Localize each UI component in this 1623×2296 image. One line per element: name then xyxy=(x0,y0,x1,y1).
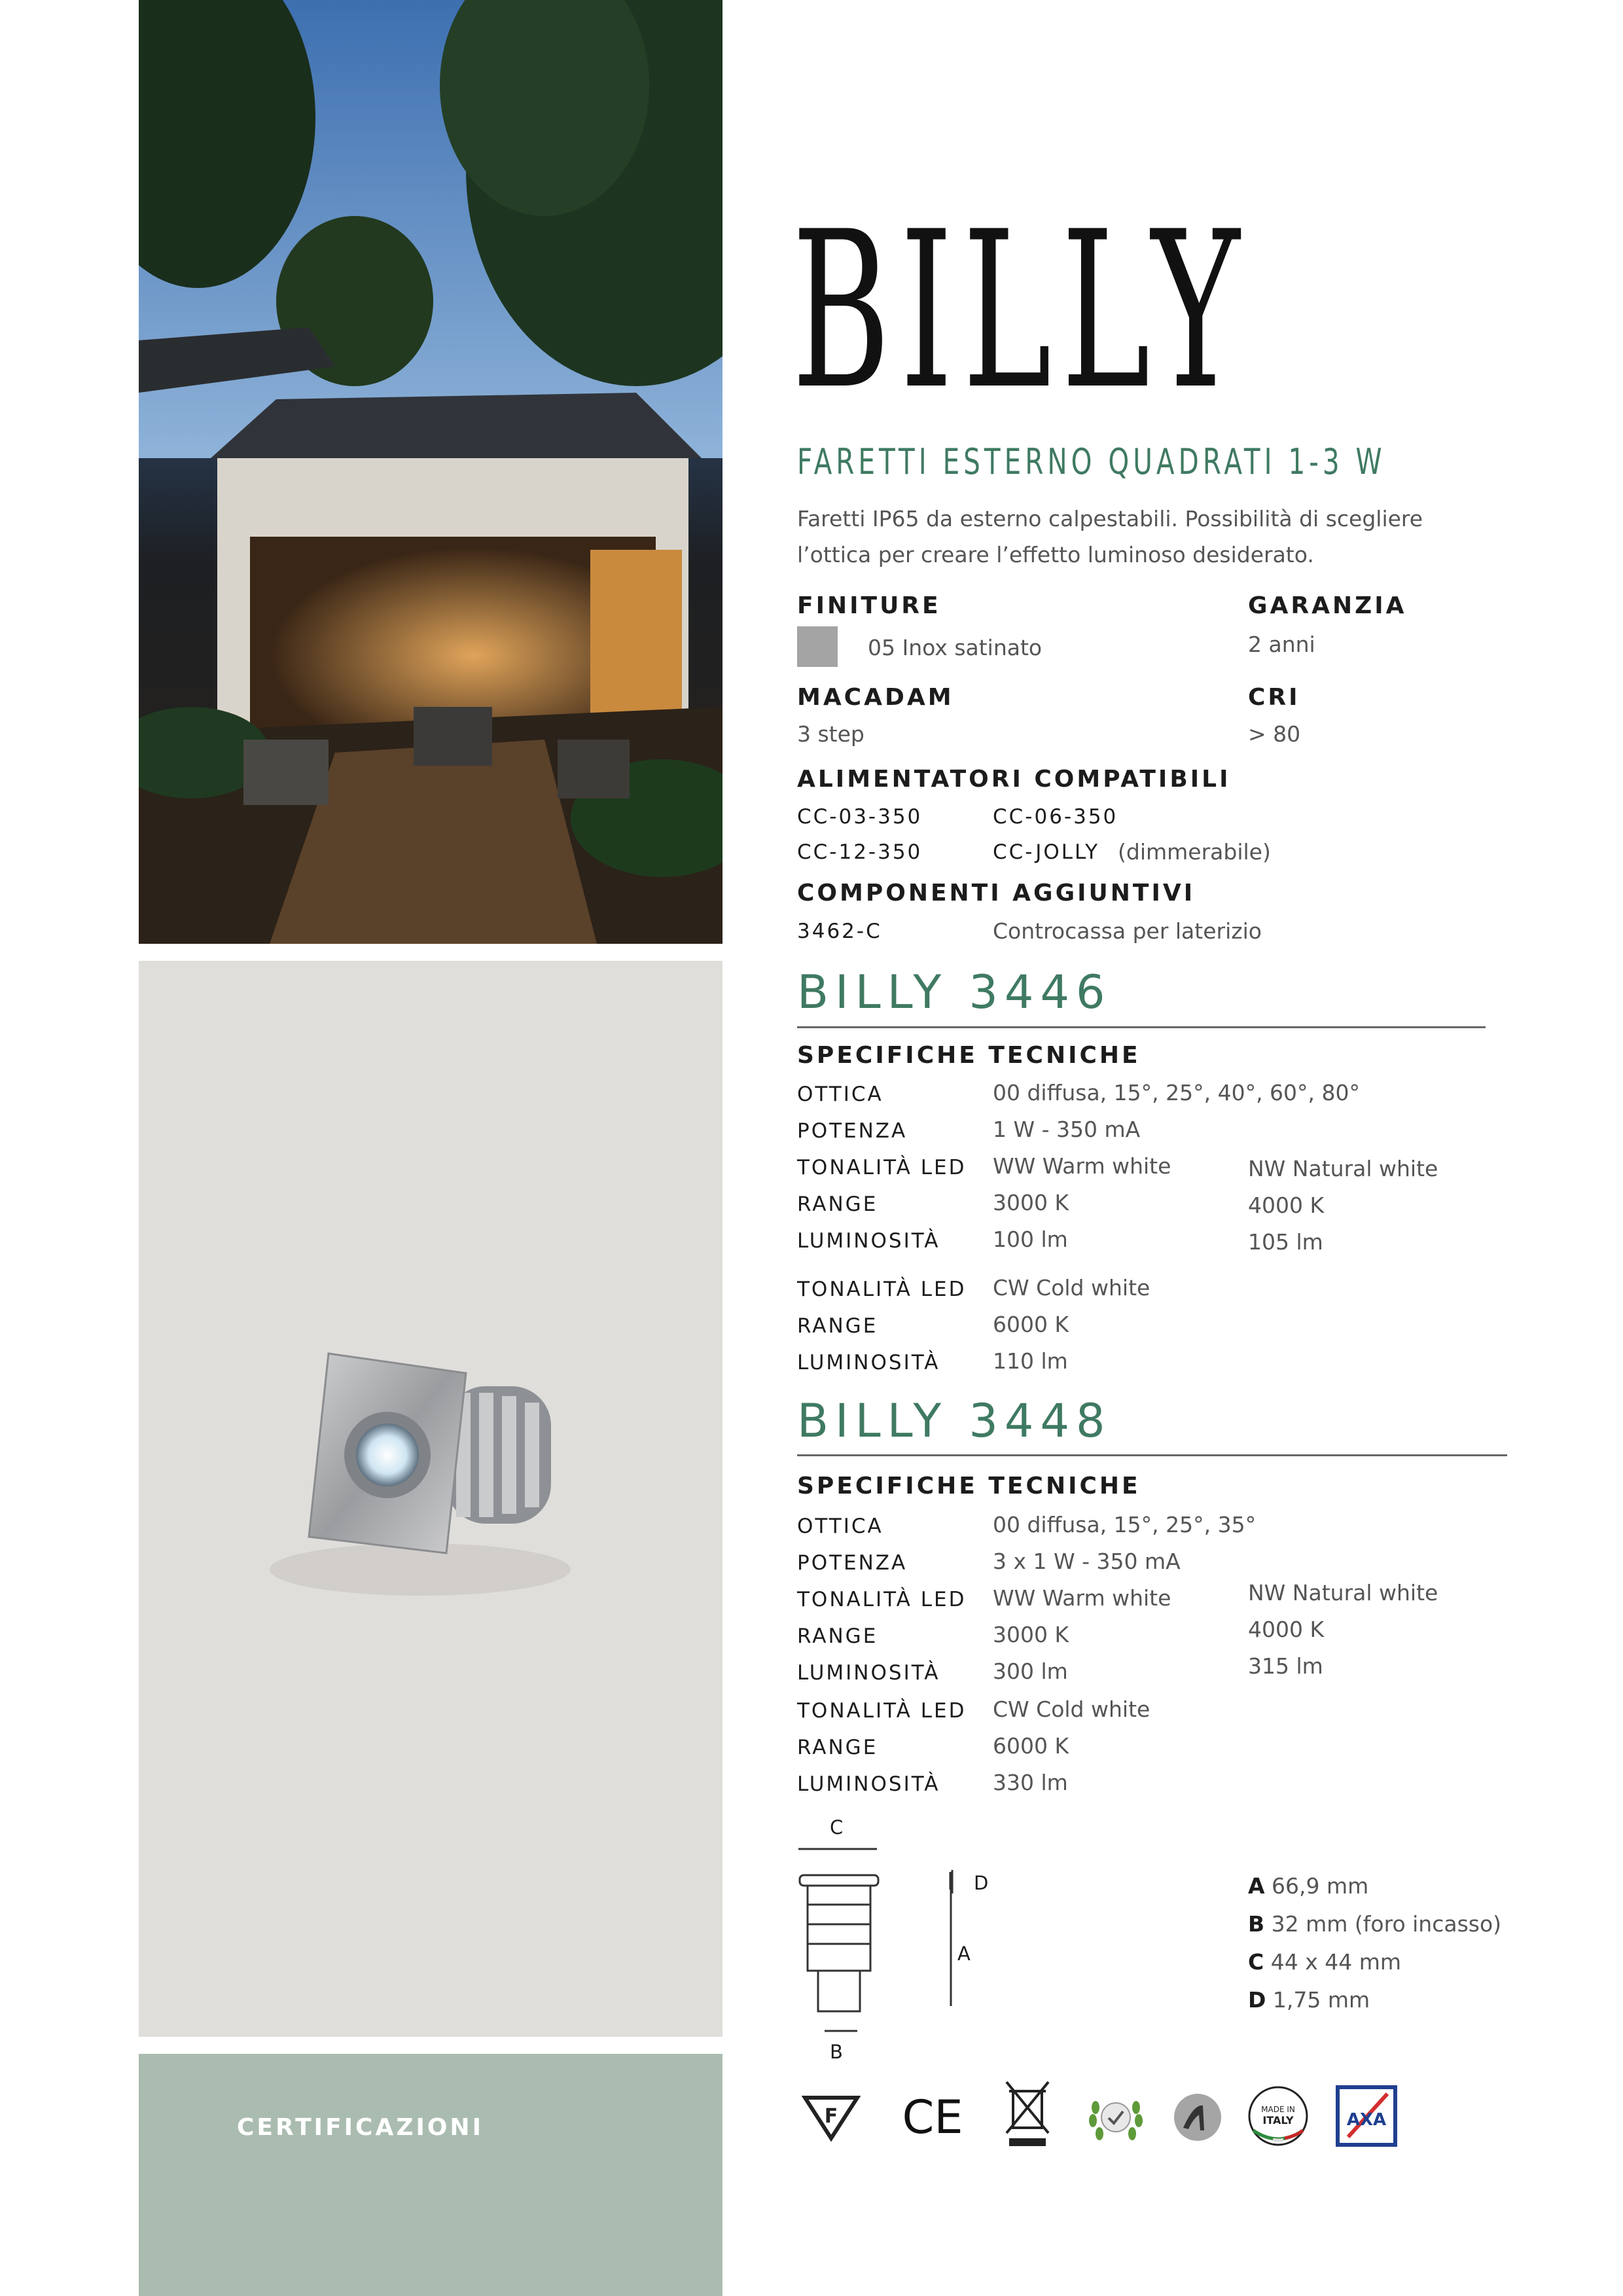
spec-key: LUMINOSITÀ xyxy=(797,1229,940,1253)
finish-swatch xyxy=(797,626,838,667)
spec-key: OTTICA xyxy=(797,1515,883,1538)
alimentatore-item: CC-06-350 xyxy=(993,805,1118,829)
garanzia-value: 2 anni xyxy=(1248,632,1315,657)
spec-value-alt: 105 lm xyxy=(1248,1229,1323,1255)
spec-value: CW Cold white xyxy=(993,1275,1150,1300)
model-3446-title: BILLY 3446 xyxy=(797,965,1112,1019)
spotlight-product-icon xyxy=(139,961,722,2037)
spec-value-alt: 4000 K xyxy=(1248,1617,1325,1642)
dimension-a: A 66,9 mm xyxy=(1248,1873,1369,1899)
italy-text: ITALY xyxy=(1262,2114,1294,2126)
product-description xyxy=(797,501,1517,573)
alimentatori-label: ALIMENTATORI COMPATIBILI xyxy=(797,766,1231,793)
componente-code: 3462-C xyxy=(797,920,882,943)
spec-value: CW Cold white xyxy=(993,1696,1150,1722)
spec-key: RANGE xyxy=(797,1193,878,1216)
alimentatore-item: CC-03-350 xyxy=(797,805,923,829)
spec-value-alt: NW Natural white xyxy=(1248,1156,1438,1181)
spec-value: WW Warm white xyxy=(993,1585,1171,1611)
spec-title-3448: SPECIFICHE TECNICHE xyxy=(797,1473,1141,1499)
made-in-italy-icon xyxy=(1247,2085,1310,2147)
high-heel-icon xyxy=(1171,2091,1224,2144)
spec-key: LUMINOSITÀ xyxy=(797,1351,940,1374)
spec-value: 1 W - 350 mA xyxy=(993,1117,1141,1142)
dimension-diagram xyxy=(792,1842,962,2032)
spec-value: 330 lm xyxy=(993,1770,1068,1795)
axa-insurance-icon xyxy=(1335,2085,1398,2147)
componenti-label: COMPONENTI AGGIUNTIVI xyxy=(797,880,1196,906)
spec-value: 100 lm xyxy=(993,1227,1068,1252)
diagram-label-a: A xyxy=(957,1943,971,1965)
made-in-text: MADE IN xyxy=(1261,2105,1295,2114)
spec-value: 110 lm xyxy=(993,1348,1068,1374)
spec-value: WW Warm white xyxy=(993,1153,1171,1179)
spec-value-alt: 315 lm xyxy=(1248,1653,1323,1679)
alimentatore-jolly-note: (dimmerabile) xyxy=(1118,839,1271,865)
spec-key: POTENZA xyxy=(797,1551,908,1575)
description-line-1: Faretti IP65 da esterno calpestabili. Possibilità di scegliere xyxy=(797,506,1423,531)
spec-key: POTENZA xyxy=(797,1119,908,1143)
product-title: BILLY xyxy=(792,185,1250,437)
spec-key: RANGE xyxy=(797,1624,878,1648)
garanzia-label: GARANZIA xyxy=(1248,592,1407,619)
alimentatore-item: CC-12-350 xyxy=(797,840,923,864)
cri-value: > 80 xyxy=(1248,721,1301,747)
description-line-2: l’ottica per creare l’effetto luminoso desiderato. xyxy=(797,542,1314,567)
spec-value: 3000 K xyxy=(993,1190,1069,1215)
restaurant-night-scene xyxy=(139,0,722,944)
spec-key: TONALITÀ LED xyxy=(797,1156,967,1179)
quality-laurel-icon xyxy=(1086,2088,1145,2147)
ce-mark-text: CE xyxy=(902,2091,963,2144)
finiture-label: FINITURE xyxy=(797,592,941,619)
dimension-d-tick xyxy=(946,1869,959,1895)
model-3448-title: BILLY 3448 xyxy=(797,1394,1112,1448)
spec-value: 6000 K xyxy=(993,1733,1069,1759)
spec-key: LUMINOSITÀ xyxy=(797,1661,940,1685)
spec-key: TONALITÀ LED xyxy=(797,1588,967,1611)
certifications-panel xyxy=(139,2054,722,2296)
cri-label: CRI xyxy=(1248,684,1300,711)
dimension-d: D 1,75 mm xyxy=(1248,1987,1370,2013)
spec-value-alt: 4000 K xyxy=(1248,1193,1325,1218)
f-mark-text: F xyxy=(824,2105,838,2128)
section-divider xyxy=(797,1026,1486,1028)
diagram-label-b: B xyxy=(830,2041,843,2063)
spec-key: RANGE xyxy=(797,1314,878,1338)
spec-title-3446: SPECIFICHE TECNICHE xyxy=(797,1042,1141,1069)
spec-key: TONALITÀ LED xyxy=(797,1278,967,1301)
spec-value: 300 lm xyxy=(993,1659,1068,1684)
spec-value: 6000 K xyxy=(993,1312,1069,1337)
spec-value: 3 x 1 W - 350 mA xyxy=(993,1549,1181,1574)
ce-mark-icon xyxy=(897,2091,969,2144)
spec-value: 00 diffusa, 15°, 25°, 40°, 60°, 80° xyxy=(993,1080,1361,1105)
finiture-value: 05 Inox satinato xyxy=(868,635,1043,660)
diagram-label-d: D xyxy=(974,1872,989,1894)
axa-text: AXA xyxy=(1346,2110,1387,2130)
dimension-c: C 44 x 44 mm xyxy=(1248,1949,1401,1975)
section-divider xyxy=(797,1454,1507,1456)
product-image-panel xyxy=(139,961,722,2037)
certifications-label: CERTIFICAZIONI xyxy=(237,2114,484,2141)
dimension-b: B 32 mm (foro incasso) xyxy=(1248,1911,1502,1937)
hero-photo xyxy=(139,0,722,944)
spec-key: RANGE xyxy=(797,1736,878,1759)
componente-desc: Controcassa per laterizio xyxy=(993,918,1262,944)
spec-value: 3000 K xyxy=(993,1622,1069,1647)
f-mark-icon xyxy=(802,2091,861,2144)
macadam-value: 3 step xyxy=(797,721,865,747)
alimentatore-item: CC-JOLLY xyxy=(993,840,1100,864)
spec-value-alt: NW Natural white xyxy=(1248,1580,1438,1605)
product-subtitle: FARETTI ESTERNO QUADRATI 1-3 W xyxy=(797,441,1386,482)
diagram-label-c: C xyxy=(830,1816,844,1839)
spec-value: 00 diffusa, 15°, 25°, 35° xyxy=(993,1512,1257,1537)
spec-key: TONALITÀ LED xyxy=(797,1699,967,1723)
weee-bin-icon xyxy=(1001,2078,1054,2150)
spec-key: OTTICA xyxy=(797,1083,883,1106)
spec-key: LUMINOSITÀ xyxy=(797,1772,940,1796)
macadam-label: MACADAM xyxy=(797,684,954,711)
